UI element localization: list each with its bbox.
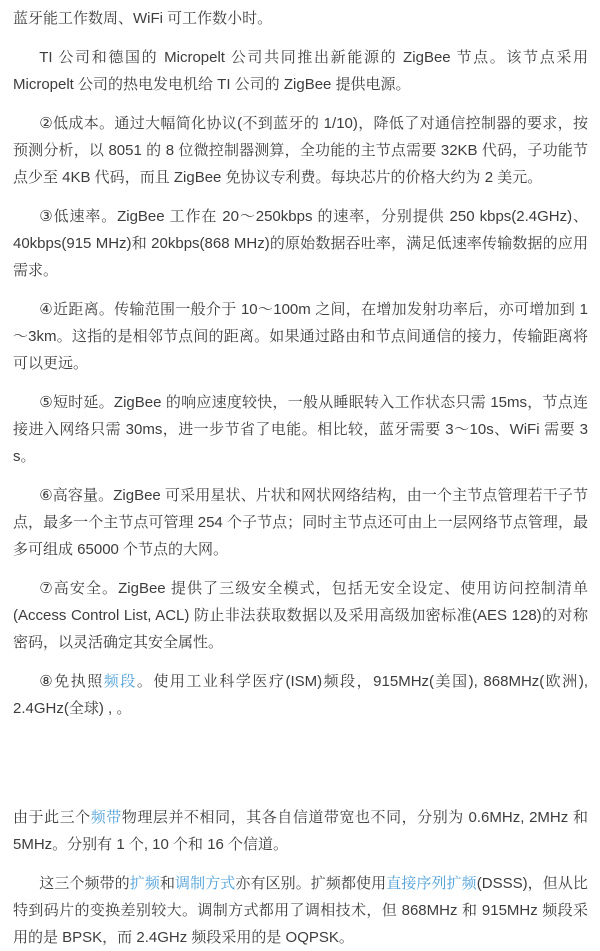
inline-link[interactable]: 频带 — [90, 809, 122, 826]
paragraph — [13, 668, 588, 722]
text-run: ⑥高容量。ZigBee 可采用星状、片状和网状网络结构，由一个主节点管理若干子节点，最多一个主节点可管理 254 个子节点；同时主节点还可由上一层网络节点管理，最多可组成 65000 个节点的大网。 — [13, 487, 588, 558]
inline-link[interactable]: 直接序列扩频 — [386, 875, 477, 892]
text-run: 和 — [159, 875, 176, 892]
text-run: ⑦高安全。ZigBee 提供了三级安全模式，包括无安全设定、使用访问控制清单(Access Control List, ACL) 防止非法获取数据以及采用高级加密标准(AES 128)的对称密码，以灵活确定其安全属性。 — [13, 580, 588, 651]
paragraph — [13, 389, 588, 470]
paragraph — [13, 110, 588, 191]
text-run: 。使用工业科学医疗(ISM)频段，915MHz(美国), 868MHz(欧洲), 2.4GHz(全球) , 。 — [13, 673, 588, 717]
text-run: (DSSS)，但从比特到码片的变换差别较大。调制方式都用了调相技术，但 868MHz 和 915MHz 频段采用的是 BPSK，而 2.4GHz 频段采用的是 OQPSK。 — [13, 875, 588, 946]
text-run: 这三个频带的 — [39, 875, 130, 892]
paragraph — [13, 575, 588, 656]
paragraph — [13, 870, 588, 951]
paragraph — [13, 5, 588, 32]
text-run: 由于此三个 — [13, 809, 91, 826]
text-run: ⑧免执照 — [39, 673, 104, 690]
paragraph — [13, 482, 588, 563]
text-run: 物理层并不相同，其各自信道带宽也不同，分别为 0.6MHz, 2MHz 和 5MHz。分别有 1 个, 10 个和 16 个信道。 — [13, 809, 588, 853]
paragraph — [13, 44, 588, 98]
text-run: ⑤短时延。ZigBee 的响应速度较快，一般从睡眠转入工作状态只需 15ms，节点连接进入网络只需 30ms，进一步节省了电能。相比较，蓝牙需要 3～10s、WiFi 需要 3 s。 — [13, 394, 588, 465]
text-run: ②低成本。通过大幅简化协议(不到蓝牙的 1/10)，降低了对通信控制器的要求，按预测分析，以 8051 的 8 位微控制器测算，全功能的主节点需要 32KB 代码，子功能节点少至 4KB 代码，而且 ZigBee 免协议专利费。每块芯片的价格大约为 2 美元。 — [13, 115, 588, 186]
paragraph — [13, 296, 588, 377]
paragraph — [13, 203, 588, 284]
text-run: TI 公司和德国的 Micropelt 公司共同推出新能源的 ZigBee 节点。该节点采用 Micropelt 公司的热电发电机给 TI 公司的 ZigBee 提供电源。 — [13, 49, 588, 93]
text-run: ③低速率。ZigBee 工作在 20～250kbps 的速率，分别提供 250 kbps(2.4GHz)、40kbps(915 MHz)和 20kbps(868 MHz)的原始数据吞吐率，满足低速率传输数据的应用需求。 — [13, 208, 588, 279]
text-run: 亦有区别。扩频都使用 — [235, 875, 387, 892]
inline-link[interactable]: 频段 — [103, 673, 137, 690]
text-run: ④近距离。传输范围一般介于 10～100m 之间，在增加发射功率后，亦可增加到 1～3km。这指的是相邻节点间的距离。如果通过路由和节点间通信的接力，传输距离将可以更远。 — [13, 301, 588, 372]
inline-link[interactable]: 调制方式 — [175, 875, 236, 892]
inline-link[interactable]: 扩频 — [129, 875, 160, 892]
text-run: 蓝牙能工作数周、WiFi 可工作数小时。 — [13, 10, 273, 27]
paragraph — [13, 804, 588, 858]
